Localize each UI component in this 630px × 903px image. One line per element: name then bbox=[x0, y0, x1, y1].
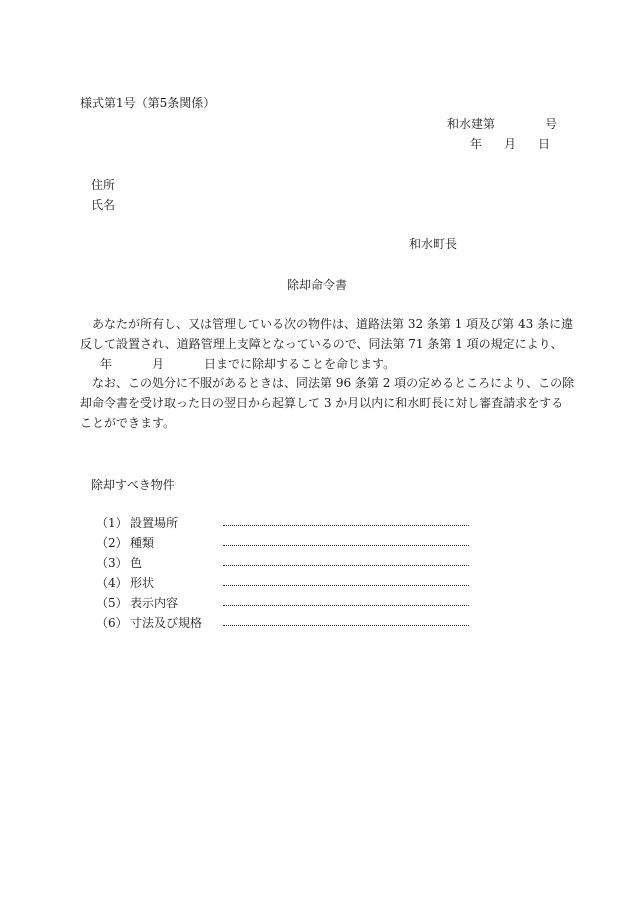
item-label: 種類 bbox=[130, 536, 155, 550]
item-number: （5） bbox=[96, 596, 128, 610]
item-fill-line bbox=[223, 625, 469, 626]
order-deadline bbox=[100, 358, 395, 370]
item-fill-line bbox=[223, 545, 469, 546]
item-fill-line bbox=[223, 585, 469, 586]
address-label: 住所 bbox=[91, 178, 116, 192]
item-number: （3） bbox=[96, 556, 128, 570]
order-line-2: 反して設置され、道路管理上支障となっているので、同法第 71 条第 1 項の規定により、 bbox=[80, 337, 563, 351]
item-label: 表示内容 bbox=[130, 596, 179, 610]
appeal-line-2: 却命令書を受け取った日の翌日から起算して 3 か月以内に和水町長に対し審査請求をする bbox=[80, 396, 564, 410]
item-label: 設置場所 bbox=[130, 516, 179, 530]
form-number: 様式第1号（第5条関係） bbox=[80, 96, 216, 110]
item-number: （4） bbox=[96, 576, 128, 590]
reference-prefix: 和水建第 bbox=[447, 117, 496, 131]
date-day: 日 bbox=[538, 137, 551, 151]
reference-suffix: 号 bbox=[545, 117, 558, 131]
item-label: 色 bbox=[130, 556, 143, 570]
item-label: 形状 bbox=[130, 576, 155, 590]
item-number: （1） bbox=[96, 516, 128, 530]
issuer-title: 和水町長 bbox=[409, 237, 458, 251]
date-month: 月 bbox=[504, 137, 517, 151]
items-heading: 除却すべき物件 bbox=[91, 478, 175, 492]
order-line-1: あなたが所有し、又は管理している次の物件は、道路法第 32 条第 1 項及び第 43 条に違 bbox=[92, 317, 574, 331]
list-item bbox=[96, 517, 476, 531]
reference-number bbox=[447, 118, 557, 130]
item-label: 寸法及び規格 bbox=[130, 616, 203, 630]
item-number: （6） bbox=[96, 616, 128, 630]
list-item bbox=[96, 537, 476, 551]
date-year: 年 bbox=[470, 137, 483, 151]
list-item bbox=[96, 577, 476, 591]
appeal-line-1: なお、この処分に不服があるときは、同法第 96 条第 2 項の定めるところにより、この除 bbox=[92, 376, 575, 390]
item-number: （2） bbox=[96, 536, 128, 550]
issue-date bbox=[470, 138, 550, 150]
document-title: 除却命令書 bbox=[287, 278, 348, 292]
list-item bbox=[96, 617, 476, 631]
item-fill-line bbox=[223, 565, 469, 566]
item-fill-line bbox=[223, 525, 469, 526]
appeal-line-3: ことができます。 bbox=[80, 416, 176, 430]
name-label: 氏名 bbox=[91, 198, 116, 212]
list-item bbox=[96, 597, 476, 611]
deadline-rest: 日までに除却することを命じます。 bbox=[204, 357, 396, 371]
list-item bbox=[96, 557, 476, 571]
deadline-month: 月 bbox=[152, 357, 165, 371]
item-fill-line bbox=[223, 605, 469, 606]
deadline-year: 年 bbox=[100, 357, 113, 371]
